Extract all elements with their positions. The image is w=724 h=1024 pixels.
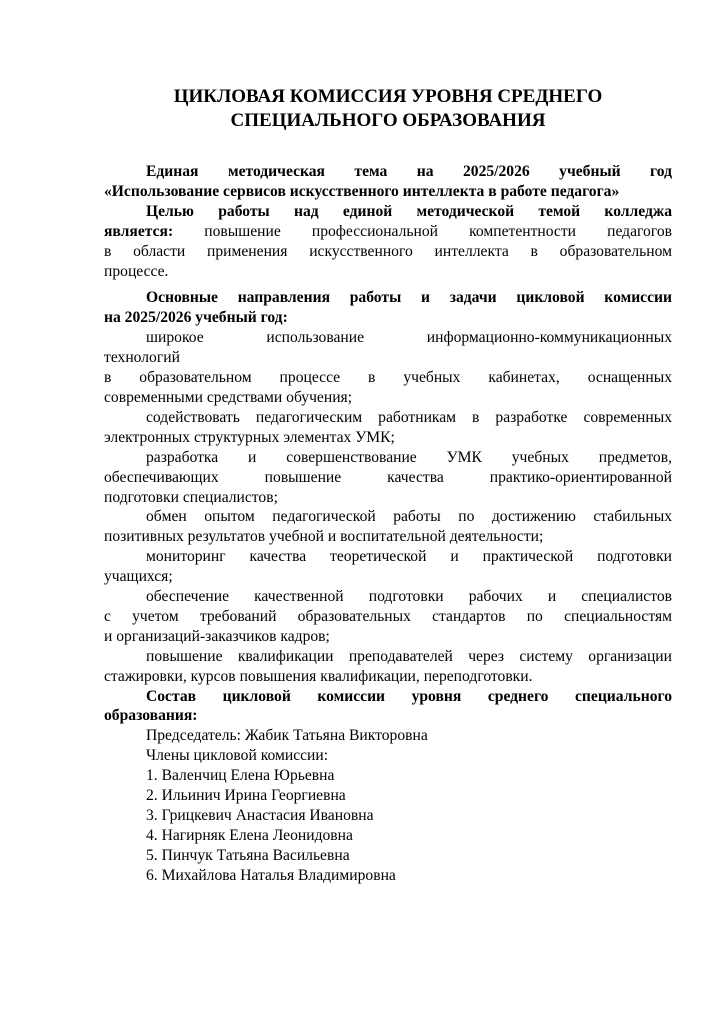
direction-line: содействовать педагогическим работникам в разработке современных (146, 408, 672, 426)
direction-line: широкое использование информационно-коммуникационных (146, 329, 672, 347)
member-item: 2. Ильинич Ирина Георгиевна (146, 787, 346, 805)
direction-line: повышение квалификации преподавателей через систему организации (146, 647, 672, 665)
direction-item (104, 547, 672, 587)
direction-line: обеспечивающих повышение качества практико-ориентированной (104, 468, 672, 486)
member-item: 1. Валенчиц Елена Юрьевна (146, 767, 335, 785)
section-heading: образования: (104, 707, 198, 725)
member-item: 4. Нагирняк Елена Леонидовна (146, 826, 353, 844)
direction-line: обеспечение качественной подготовки рабочих и специалистов (146, 588, 672, 606)
direction-line: стажировки, курсов повышения квалификации, переподготовки. (104, 667, 533, 685)
page-title (104, 85, 672, 133)
document-page (104, 0, 672, 886)
direction-line: в образовательном процессе в учебных кабинетах, оснащенных (104, 369, 672, 387)
direction-item (104, 587, 672, 647)
section-heading: Состав цикловой комиссии уровня среднего специального (146, 687, 672, 705)
members-list (104, 766, 672, 885)
direction-line: подготовки специалистов; (104, 488, 278, 506)
direction-line: мониторинг качества теоретической и практической подготовки (146, 548, 672, 566)
section-heading: Основные направления работы и задачи цикловой комиссии (146, 289, 672, 307)
goal-section (104, 202, 672, 282)
direction-item (104, 647, 672, 687)
direction-item (104, 328, 672, 408)
goal-label: Целью работы над единой методической темой колледжа (146, 202, 672, 220)
directions-list (104, 328, 672, 686)
direction-line: с учетом требований образовательных стандартов по специальностям (104, 607, 672, 625)
goal-text: повышение профессиональной компетентности педагогов (173, 222, 672, 240)
member-item: 5. Пинчук Татьяна Васильевна (146, 846, 350, 864)
direction-line: учащихся; (104, 568, 173, 586)
direction-line: и организаций-заказчиков кадров; (104, 627, 330, 645)
direction-line: технологий (104, 349, 180, 367)
theme-line: Единая методическая тема на 2025/2026 учебный год (146, 163, 672, 180)
composition-section (104, 687, 672, 886)
direction-item (104, 507, 672, 547)
methodical-theme (104, 162, 672, 202)
member-item: 6. Михайлова Наталья Владимировна (146, 866, 396, 884)
direction-line: электронных структурных элементах УМК; (104, 428, 395, 446)
title-line: ЦИКЛОВАЯ КОМИССИЯ УРОВНЯ СРЕДНЕГО (173, 86, 603, 107)
direction-line: разработка и совершенствование УМК учебных предметов, (146, 448, 672, 466)
goal-line: процессе. (104, 262, 169, 280)
goal-line (104, 222, 672, 242)
title-line: СПЕЦИАЛЬНОГО ОБРАЗОВАНИЯ (230, 110, 546, 131)
members-label: Члены цикловой комиссии: (146, 747, 329, 765)
theme-title: «Использование сервисов искусственного интеллекта в работе педагога» (104, 182, 620, 200)
section-heading: на 2025/2026 учебный год: (104, 309, 288, 327)
goal-label-bold: является: (104, 222, 174, 240)
direction-line: современными средствами обучения; (104, 388, 353, 406)
chairperson: Председатель: Жабик Татьяна Викторовна (146, 727, 428, 745)
direction-line: позитивных результатов учебной и воспитательной деятельности; (104, 528, 544, 546)
direction-item (104, 448, 672, 508)
direction-item (104, 408, 672, 448)
direction-line: обмен опытом педагогической работы по достижению стабильных (146, 508, 672, 526)
goal-line: в области применения искусственного интеллекта в образовательном (104, 242, 672, 260)
directions-section (104, 288, 672, 686)
member-item: 3. Грицкевич Анастасия Ивановна (146, 807, 374, 824)
